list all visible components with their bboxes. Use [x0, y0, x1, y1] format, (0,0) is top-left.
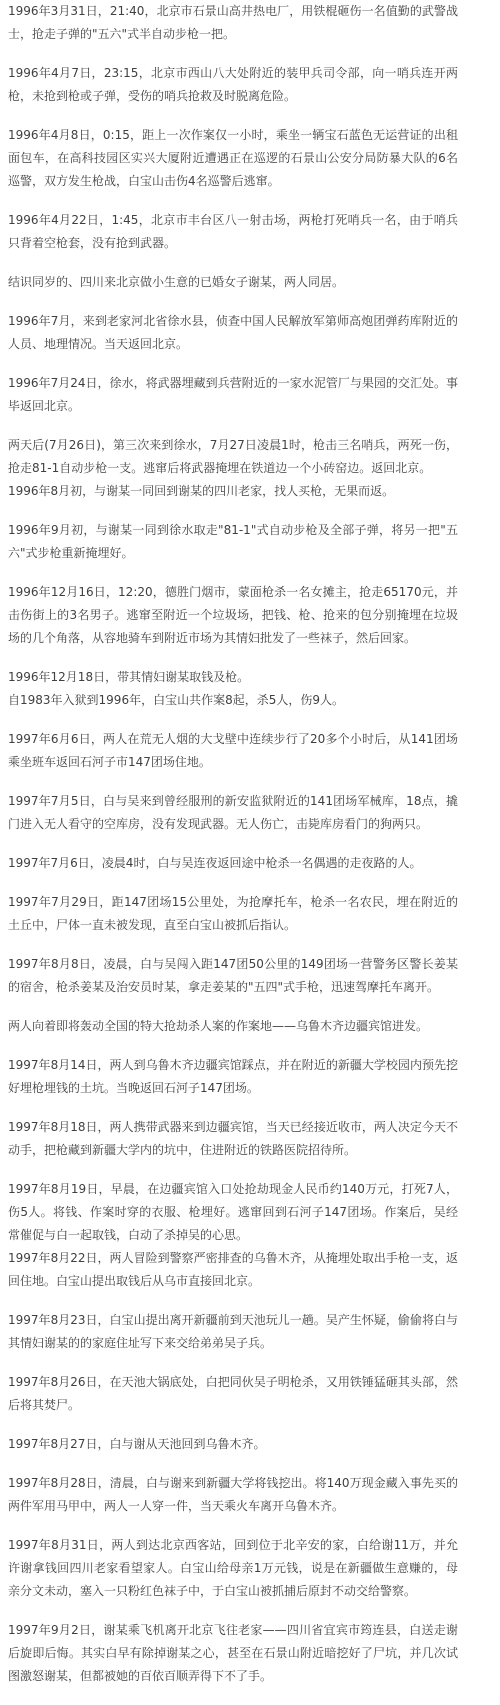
paragraph: 1997年8月14日，两人到乌鲁木齐边疆宾馆踩点，并在附近的新疆大学校园内预先挖好埋枪埋钱的土坑。当晚返回石河子147团场。	[8, 1058, 458, 1095]
paragraph: 1997年7月5日，白与吴来到曾经服刑的新安监狱附近的141团场军械库，18点，撬门进入无人看守的空库房，没有发现武器。无人伤亡，击毙库房看门的狗两只。	[8, 794, 458, 831]
paragraph: 1997年8月8日，凌晨，白与吴闯入距147团50公里的149团场一营警务区警长姜某的宿舍，枪杀姜某及治安员时某，拿走姜某的"五四"式手枪，迅速驾摩托车离开。	[8, 957, 458, 994]
article-body	[8, 0, 458, 1688]
paragraph: 1996年12月18日，带其情妇谢某取钱及枪。	[8, 670, 250, 684]
paragraph: 1997年8月19日，早晨，在边疆宾馆入口处抢劫现金人民币约140万元，打死7人，伤5人。将钱、作案时穿的衣服、枪埋好。逃窜回到石河子147团场。作案后，吴经常催促与白一起取钱，白动了杀掉吴的心思。	[8, 1182, 458, 1242]
paragraph: 1997年8月26日，在天池大锅底处，白把同伙吴子明枪杀，又用铁锤猛砸其头部，然后将其焚尸。	[8, 1375, 458, 1412]
paragraph: 两人向着即将轰动全国的特大抢劫杀人案的作案地——乌鲁木齐边疆宾馆进发。	[8, 1019, 429, 1033]
paragraph: 1996年4月7日，23:15，北京市西山八大处附近的装甲兵司令部，向一哨兵连开两枪，未抢到枪或子弹，受伤的哨兵抢救及时脱离危险。	[8, 66, 458, 103]
paragraph: 1996年7月24日，徐水，将武器埋藏到兵营附近的一家水泥管厂与果园的交汇处。事毕返回北京。	[8, 376, 458, 413]
paragraph: 1997年7月29日，距147团场15公里处，为抢摩托车，枪杀一名农民，埋在附近的土丘中，尸体一直未被发现，直至白宝山被抓后指认。	[8, 895, 458, 932]
paragraph: 1997年8月28日，清晨，白与谢来到新疆大学将钱挖出。将140万现金藏入事先买的两件军用马甲中，两人一人穿一件，当天乘火车离开乌鲁木齐。	[8, 1476, 458, 1513]
paragraph: 1997年9月2日，谢某乘飞机离开北京飞往老家——四川省宜宾市筠连县，白送走谢后旋即后悔。其实白早有除掉谢某之心，甚至在石景山附近暗挖好了尸坑，并几次试图激怒谢某，但都被她的百依百顺弄得下不了手。	[8, 1623, 458, 1683]
paragraph: 1997年8月22日，两人冒险到警察严密排查的乌鲁木齐，从掩埋处取出手枪一支，返回住地。白宝山提出取钱后从乌市直接回北京。	[8, 1251, 458, 1288]
paragraph: 1996年4月22日，1:45，北京市丰台区八一射击场，两枪打死哨兵一名，由于哨兵只背着空枪套，没有抢到武器。	[8, 213, 458, 250]
paragraph: 自1983年入狱到1996年，白宝山共作案8起，杀5人，伤9人。	[8, 693, 344, 707]
paragraph: 1997年7月6日，凌晨4时，白与吴连夜返回途中枪杀一名偶遇的走夜路的人。	[8, 856, 422, 870]
paragraph: 1997年6月6日，两人在荒无人烟的大戈壁中连续步行了20多个小时后，从141团场乘坐班车返回石河子市147团场住地。	[8, 732, 458, 769]
paragraph: 1997年8月18日，两人携带武器来到边疆宾馆，当天已经接近收市，两人决定今天不动手，把枪藏到新疆大学内的坑中，住进附近的铁路医院招待所。	[8, 1120, 458, 1157]
paragraph: 1997年8月23日，白宝山提出离开新疆前到天池玩儿一趟。吴产生怀疑，偷偷将白与其情妇谢某的的家庭住址写下来交给弟弟吴子兵。	[8, 1313, 458, 1350]
paragraph: 1997年8月27日，白与谢从天池回到乌鲁木齐。	[8, 1437, 266, 1451]
paragraph: 1996年3月31日，21:40，北京市石景山高井热电厂，用铁棍砸伤一名值勤的武警战士，抢走子弹的"五六"式半自动步枪一把。	[8, 4, 458, 41]
paragraph: 1997年8月31日，两人到达北京西客站，回到位于北辛安的家，白给谢11万，并允许谢拿钱回四川老家看望家人。白宝山给母亲1万元钱，说是在新疆做生意赚的，母亲分文未动，塞入一只粉红色袜子中，于白宝山被抓捕后原封不动交给警察。	[8, 1538, 458, 1598]
paragraph: 结识同岁的、四川来北京做小生意的已婚女子谢某，两人同居。	[8, 275, 345, 289]
paragraph: 1996年12月16日，12:20，德胜门烟市，蒙面枪杀一名女摊主，抢走65170元，并击伤街上的3名男子。逃窜至附近一个垃圾场，把钱、枪、抢来的包分别掩埋在垃圾场的几个角落，从容地骑车到附近市场为其情妇批发了一些袜子，然后回家。	[8, 585, 458, 645]
paragraph: 1996年4月8日，0:15，距上一次作案仅一小时，乘坐一辆宝石蓝色无运营证的出租面包车，在高科技园区实兴大厦附近遭遇正在巡逻的石景山公安分局防暴大队的6名巡警，双方发生枪战，白宝山击伤4名巡警后逃窜。	[8, 128, 458, 188]
paragraph: 1996年8月初，与谢某一同回到谢某的四川老家，找人买枪，无果而返。	[8, 484, 395, 498]
paragraph: 两天后(7月26日)，第三次来到徐水，7月27日凌晨1时，枪击三名哨兵，两死一伤，抢走81-1自动步枪一支。逃窜后将武器掩埋在铁道边一个小砖窑边。返回北京。	[8, 438, 458, 475]
paragraph: 1996年7月，来到老家河北省徐水县，侦查中国人民解放军第师高炮团弹药库附近的人员、地理情况。当天返回北京。	[8, 314, 458, 351]
paragraph: 1996年9月初，与谢某一同到徐水取走"81-1"式自动步枪及全部子弹，将另一把"五六"式步枪重新掩埋好。	[8, 523, 458, 560]
